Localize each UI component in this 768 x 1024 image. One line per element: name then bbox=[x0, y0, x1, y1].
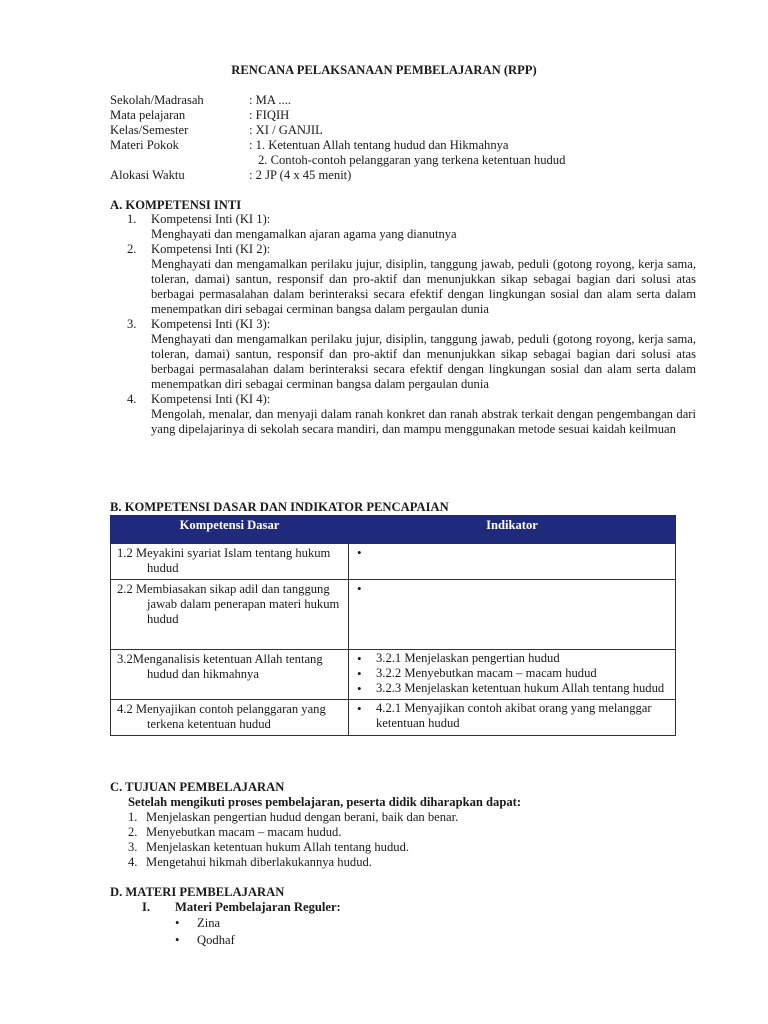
meta-row-alokasi bbox=[110, 168, 565, 183]
kd-cell: 4.2 Menyajikan contoh pelanggaran yang terkena ketentuan hudud bbox=[111, 700, 349, 736]
ki-title: Kompetensi Inti (KI 2): bbox=[151, 242, 271, 256]
table-row bbox=[111, 700, 676, 736]
section-c-heading: C. TUJUAN PEMBELAJARAN bbox=[110, 780, 285, 794]
item-number: 4. bbox=[127, 392, 137, 406]
meta-value: : 1. Ketentuan Allah tentang hudud dan Hikmahnya bbox=[249, 138, 509, 152]
meta-value: : FIQIH bbox=[249, 108, 290, 122]
list-item: 1. Menjelaskan pengertian hudud dengan berani, baik dan benar. bbox=[128, 810, 459, 824]
materi-list bbox=[175, 916, 235, 950]
materi-subheading: I. Materi Pembelajaran Reguler: bbox=[142, 900, 341, 914]
indicator-item: • 3.2.3 Menjelaskan ketentuan hukum Allah tentang hudud bbox=[355, 681, 671, 696]
list-item bbox=[110, 317, 696, 392]
indicator-item: • 3.2.2 Menyebutkan macam – macam hudud bbox=[355, 666, 671, 681]
meta-label: Sekolah/Madrasah bbox=[110, 93, 204, 107]
ki-description: Mengolah, menalar, dan menyaji dalam ranah konkret dan ranah abstrak terkait dengan pengembangan dari yang dipelajarinya di sekolah secara mandiri, dan mampu menggunakan metode sesuai kaidah keilmuan bbox=[151, 407, 696, 436]
item-number: 1. bbox=[127, 212, 137, 226]
meta-row-mapel bbox=[110, 108, 565, 123]
list-item: 2. Menyebutkan macam – macam hudud. bbox=[128, 825, 342, 839]
meta-row-materi bbox=[110, 138, 565, 153]
section-b-heading: B. KOMPETENSI DASAR DAN INDIKATOR PENCAPAIAN bbox=[110, 500, 449, 514]
indicator-cell bbox=[349, 580, 676, 650]
section-a-heading: A. KOMPETENSI INTI bbox=[110, 198, 242, 212]
table-row bbox=[111, 650, 676, 700]
indicator-cell bbox=[349, 650, 676, 700]
indicator-cell bbox=[349, 544, 676, 580]
meta-label: Mata pelajaran bbox=[110, 108, 186, 122]
tujuan-list bbox=[128, 810, 458, 870]
kd-cell: 1.2 Meyakini syariat Islam tentang hukum hudud bbox=[111, 544, 349, 580]
kd-cell: 2.2 Membiasakan sikap adil dan tanggung jawab dalam penerapan materi hukum hudud bbox=[111, 580, 349, 650]
indicator-item: • 3.2.1 Menjelaskan pengertian hudud bbox=[355, 651, 671, 666]
ki-description: Menghayati dan mengamalkan perilaku jujur, disiplin, tanggung jawab, peduli (gotong royong, kerja sama, toleran, damai) santun, responsif dan pro-aktif dan menunjukkan sikap sebagai bagian dari solusi atas berbagai permasalahan dalam berinteraksi secara efektif dengan lingkungan sosial dan alam serta dalam menempatkan diri sebagai cerminan bangsa dalam pergaulan dunia bbox=[151, 332, 696, 391]
meta-row-sekolah bbox=[110, 93, 565, 108]
list-item bbox=[110, 242, 696, 317]
kd-cell: 3.2Menganalisis ketentuan Allah tentang hudud dan hikmahnya bbox=[111, 650, 349, 700]
ki-title: Kompetensi Inti (KI 4): bbox=[151, 392, 271, 406]
item-number: 3. bbox=[127, 317, 137, 331]
ki-title: Kompetensi Inti (KI 1): bbox=[151, 212, 271, 226]
document-title: RENCANA PELAKSANAAN PEMBELAJARAN (RPP) bbox=[231, 63, 537, 77]
meta-value: : XI / GANJIL bbox=[249, 123, 323, 137]
table-header-row bbox=[111, 516, 676, 544]
identity-block bbox=[110, 93, 565, 183]
ki-title: Kompetensi Inti (KI 3): bbox=[151, 317, 271, 331]
list-item bbox=[110, 392, 696, 437]
table-row bbox=[111, 580, 676, 650]
column-header-kd: Kompetensi Dasar bbox=[111, 516, 349, 544]
column-header-indikator: Indikator bbox=[349, 516, 676, 544]
meta-row-materi-2 bbox=[110, 153, 565, 168]
list-item: • Zina bbox=[175, 916, 235, 931]
meta-value: : MA .... bbox=[249, 93, 291, 107]
meta-value: : 2 JP (4 x 45 menit) bbox=[249, 168, 352, 182]
meta-row-kelas bbox=[110, 123, 565, 138]
tujuan-intro: Setelah mengikuti proses pembelajaran, peserta didik diharapkan dapat: bbox=[128, 795, 522, 809]
indicator-item: • 4.2.1 Menyajikan contoh akibat orang yang melanggar ketentuan hudud bbox=[355, 701, 671, 731]
section-d-heading: D. MATERI PEMBELAJARAN bbox=[110, 885, 285, 899]
indicator-cell bbox=[349, 700, 676, 736]
list-item: 4. Mengetahui hikmah diberlakukannya hudud. bbox=[128, 855, 372, 869]
item-number: 2. bbox=[127, 242, 137, 256]
meta-label: Alokasi Waktu bbox=[110, 168, 185, 182]
list-item: 3. Menjelaskan ketentuan hukum Allah tentang hudud. bbox=[128, 840, 410, 854]
kd-indicator-table bbox=[110, 515, 676, 736]
meta-label: Materi Pokok bbox=[110, 138, 179, 152]
ki-description: Menghayati dan mengamalkan ajaran agama yang dianutnya bbox=[151, 227, 457, 241]
meta-label: Kelas/Semester bbox=[110, 123, 189, 137]
table-row bbox=[111, 544, 676, 580]
list-item bbox=[110, 212, 696, 242]
meta-value: 2. Contoh-contoh pelanggaran yang terkena ketentuan hudud bbox=[258, 153, 566, 167]
ki-description: Menghayati dan mengamalkan perilaku jujur, disiplin, tanggung jawab, peduli (gotong royong, kerja sama, toleran, damai) santun, responsif dan pro-aktif dan menunjukkan sikap sebagai bagian dari solusi atas berbagai permasalahan dalam berinteraksi secara efektif dengan lingkungan sosial dan alam serta dalam menempatkan diri sebagai cerminan bangsa dalam pergaulan dunia bbox=[151, 257, 696, 316]
ki-list bbox=[110, 212, 696, 437]
list-item: • Qodhaf bbox=[175, 933, 235, 948]
